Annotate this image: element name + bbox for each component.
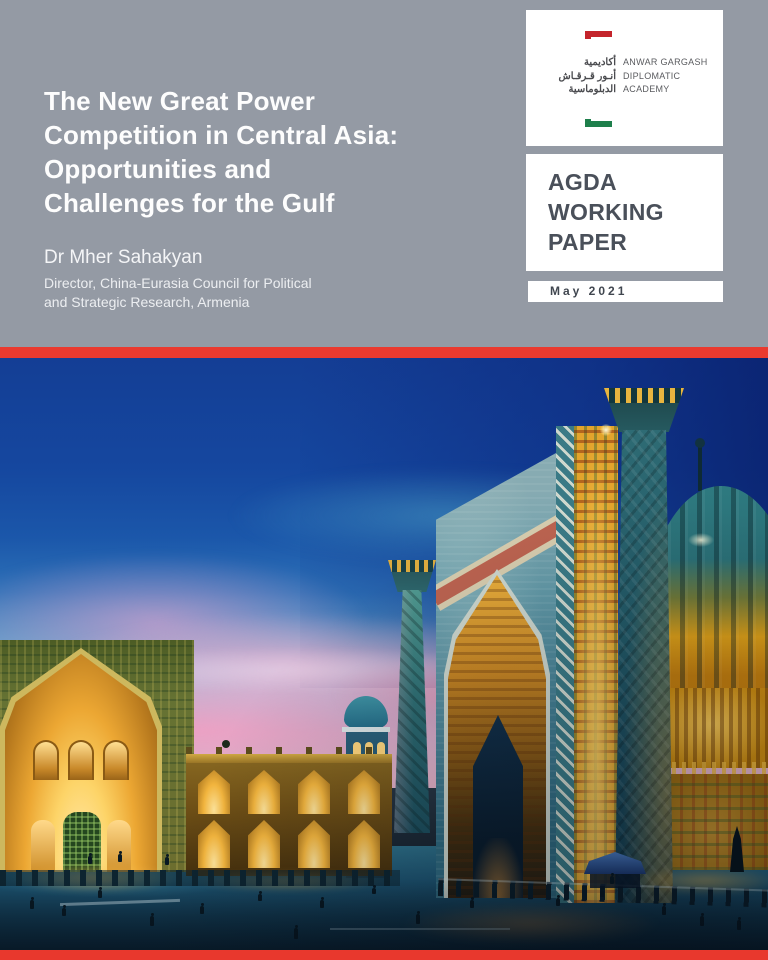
dome-finial [698, 446, 702, 491]
title-line: Challenges for the Gulf [44, 188, 335, 218]
logo-english-line: ACADEMY [623, 84, 670, 94]
ground-glow [400, 903, 660, 945]
person-silhouette [294, 928, 298, 939]
tent-canopy [584, 852, 646, 874]
person-silhouette [165, 857, 169, 865]
lit-arch-niche [248, 820, 280, 868]
lit-arch-niche [198, 820, 230, 868]
logo-english-name [623, 56, 710, 97]
small-dome [344, 696, 388, 730]
cover-photo [0, 358, 768, 950]
logo-red-bracket-icon [585, 31, 612, 39]
logo-text [542, 56, 710, 97]
roof-merlons [186, 747, 392, 754]
rooftop-sphere [222, 740, 230, 748]
person-silhouette [556, 898, 560, 906]
red-divider-bottom [0, 950, 768, 960]
minaret-shaft [615, 430, 673, 903]
person-silhouette [62, 908, 66, 916]
logo-english-line: ANWAR GARGASH [623, 57, 708, 67]
person-silhouette [258, 894, 262, 901]
upper-arcade [194, 770, 384, 814]
person-silhouette [320, 900, 324, 908]
tent-base [590, 874, 640, 888]
person-silhouette [88, 856, 92, 864]
person-silhouette [372, 888, 376, 894]
banner-line: WORKING [548, 199, 664, 225]
logo-english-line: DIPLOMATIC [623, 70, 681, 81]
affiliation-line: Director, China-Eurasia Council for Political [44, 275, 312, 291]
main-minaret [604, 388, 684, 903]
author-affiliation [44, 274, 514, 311]
page-title [44, 84, 514, 220]
lit-arch-niche [348, 770, 380, 814]
lit-arch-niche [198, 770, 230, 814]
author-name: Dr Mher Sahakyan [44, 247, 203, 268]
logo-arabic-name [542, 56, 616, 97]
logo-green-bracket-icon [585, 119, 612, 127]
affiliation-line: and Strategic Research, Armenia [44, 293, 250, 310]
hedge-railing [0, 870, 400, 886]
left-madrasah-facade [186, 754, 392, 876]
center-minaret [388, 560, 436, 833]
logo-arabic-line: الدبلوماسية [568, 84, 616, 95]
minaret-crown [388, 560, 436, 592]
agda-logo-box [526, 10, 723, 146]
lit-arch-niche [248, 770, 280, 814]
logo-arabic-line: أنـور قـرقـاش [558, 70, 616, 82]
lit-arch-niche [298, 770, 330, 814]
person-silhouette [150, 916, 154, 926]
lit-arch-niche [348, 820, 380, 868]
person-silhouette [737, 920, 741, 930]
person-silhouette [470, 900, 474, 908]
person-silhouette [118, 854, 122, 862]
gallery-arch [103, 740, 129, 780]
logo-arabic-line: أكاديمية [584, 57, 616, 68]
facade-cornice [186, 754, 392, 763]
header-panel [0, 0, 768, 347]
lit-arch-niche [298, 820, 330, 868]
person-silhouette [416, 914, 420, 924]
minaret-crown [604, 388, 684, 432]
person-silhouette [200, 906, 204, 914]
title-line: The New Great Power [44, 86, 316, 116]
minaret-shaft [394, 590, 430, 833]
title-block [44, 84, 514, 311]
lower-arcade [194, 820, 384, 868]
title-line: Opportunities and [44, 154, 272, 184]
chevron-border [556, 426, 574, 903]
person-silhouette [610, 876, 614, 884]
person-silhouette [30, 900, 34, 909]
date-box: May 2021 [528, 281, 723, 302]
gallery-arch [68, 740, 94, 780]
person-silhouette [662, 906, 666, 915]
title-line: Competition in Central Asia: [44, 120, 399, 150]
left-madrasah-portal [0, 640, 194, 872]
banner-line: AGDA [548, 169, 617, 195]
pavement-line [330, 928, 510, 930]
person-silhouette [700, 916, 704, 926]
blue-canopy-tent [584, 852, 646, 890]
arch-gallery [29, 740, 133, 780]
person-silhouette [600, 890, 604, 897]
banner-line: PAPER [548, 229, 628, 255]
gallery-arch [33, 740, 59, 780]
working-paper-banner [526, 154, 723, 271]
person-silhouette [98, 890, 102, 898]
sherdor-portal-face [436, 453, 556, 898]
red-divider-top [0, 347, 768, 358]
